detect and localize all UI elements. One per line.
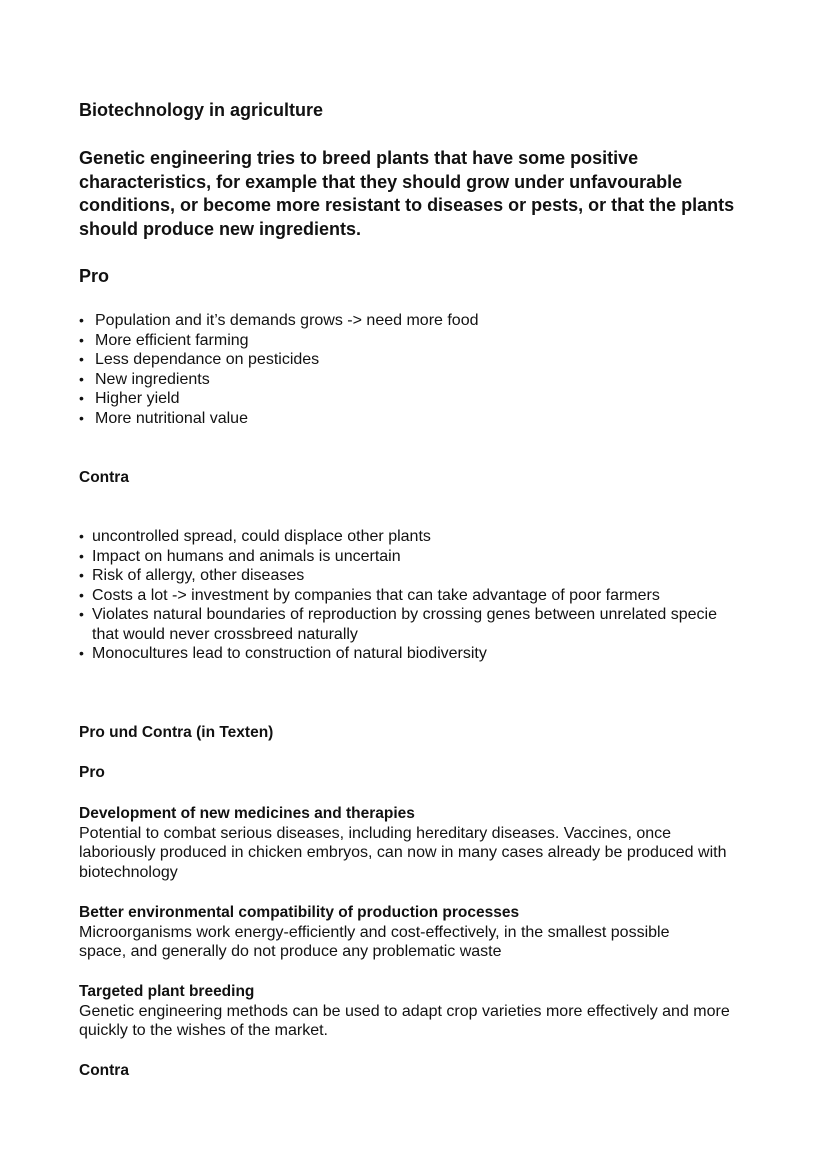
document-title: Biotechnology in agriculture <box>79 100 324 120</box>
intro-paragraph: Genetic engineering tries to breed plants that have some positive characteristics, for example that they should grow under unfavourable conditions, or become more resistant to diseases or pests, or that the plants should produce new ingredients. <box>79 148 735 239</box>
list-item: • Violates natural boundaries of reproduction by crossing genes between unrelated specie that would never crossbreed naturally <box>79 605 717 644</box>
list-item: • Risk of allergy, other diseases <box>79 566 759 586</box>
pro-list <box>79 311 759 428</box>
texts-contra-heading: Contra <box>79 1062 129 1079</box>
list-item: • uncontrolled spread, could displace other plants <box>79 527 759 547</box>
paragraph-plant-breeding <box>79 982 759 1041</box>
paragraph-text: Microorganisms work energy-efficiently and cost-effectively, in the smallest possible space, and generally do not produce any problematic waste <box>79 923 670 960</box>
contra-heading: Contra <box>79 469 129 486</box>
contra-list <box>79 527 759 664</box>
paragraph-text: Potential to combat serious diseases, including hereditary diseases. Vaccines, once laboriously produced in chicken embryos, can now in many cases already be produced with biotechnology <box>79 824 727 881</box>
paragraph-heading: Development of new medicines and therapies <box>79 805 415 822</box>
list-item: • More nutritional value <box>79 409 759 429</box>
list-item: • Monocultures lead to construction of natural biodiversity <box>79 644 759 664</box>
texts-heading: Pro und Contra (in Texten) <box>79 724 274 741</box>
list-item: • Impact on humans and animals is uncertain <box>79 547 759 567</box>
paragraph-environment <box>79 903 759 962</box>
paragraph-medicines <box>79 804 759 882</box>
list-item: • Less dependance on pesticides <box>79 350 759 370</box>
list-item: • Population and it’s demands grows -> need more food <box>79 311 759 331</box>
pro-heading: Pro <box>79 266 110 286</box>
list-item: • Higher yield <box>79 389 759 409</box>
list-item: • More efficient farming <box>79 331 759 351</box>
list-item: • New ingredients <box>79 370 759 390</box>
list-item: • Costs a lot -> investment by companies that can take advantage of poor farmers <box>79 586 759 606</box>
paragraph-text: Genetic engineering methods can be used to adapt crop varieties more effectively and more quickly to the wishes of the market. <box>79 1002 730 1039</box>
paragraph-heading: Targeted plant breeding <box>79 983 255 1000</box>
texts-pro-heading: Pro <box>79 764 105 781</box>
paragraph-heading: Better environmental compatibility of production processes <box>79 904 520 921</box>
